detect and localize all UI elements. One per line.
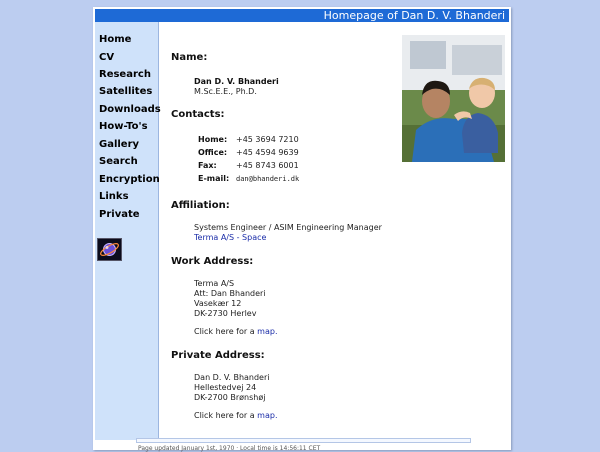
sidebar-item-satellites[interactable]: Satellites	[99, 86, 153, 97]
sidebar-item-gallery[interactable]: Gallery	[99, 139, 140, 150]
page-frame	[93, 7, 511, 450]
private-address-line1: Dan D. V. Bhanderi	[194, 373, 270, 382]
home-phone-label: Home:	[198, 135, 228, 144]
office-phone-label: Office:	[198, 148, 228, 157]
page-title: Homepage of Dan D. V. Bhanderi	[323, 9, 505, 22]
work-address-line2: Att: Dan Bhanderi	[194, 289, 266, 298]
contacts-heading: Contacts:	[171, 109, 225, 120]
page-header	[95, 9, 509, 22]
fax-value: +45 8743 6001	[236, 161, 299, 170]
sidebar-item-cv[interactable]: CV	[99, 52, 115, 63]
person-name: Dan D. V. Bhanderi	[194, 77, 279, 86]
sidebar-item-search[interactable]: Search	[99, 156, 138, 167]
work-map-line	[194, 327, 278, 337]
sidebar	[95, 22, 159, 440]
sidebar-item-downloads[interactable]: Downloads	[99, 104, 161, 115]
profile-photo	[402, 35, 505, 162]
sidebar-item-links[interactable]: Links	[99, 191, 129, 202]
work-address-line1: Terma A/S	[194, 279, 235, 288]
email-label: E-mail:	[198, 174, 230, 183]
work-map-prefix: Click here for a	[194, 327, 258, 336]
work-map-link[interactable]: map.	[257, 327, 278, 336]
sidebar-item-research[interactable]: Research	[99, 69, 151, 80]
footer-divider	[136, 438, 471, 443]
sidebar-item-private[interactable]: Private	[99, 209, 140, 220]
person-degree: M.Sc.E.E., Ph.D.	[194, 87, 257, 96]
private-address-heading: Private Address:	[171, 350, 265, 361]
work-address-line3: Vasekær 12	[194, 299, 242, 308]
work-address-heading: Work Address:	[171, 256, 254, 267]
home-phone-value: +45 3694 7210	[236, 135, 299, 144]
private-map-prefix: Click here for a	[194, 411, 258, 420]
footer-text: Page updated January 1st, 1970 · Local time is 14:56:11 CET	[138, 445, 321, 452]
affiliation-role: Systems Engineer / ASIM Engineering Manager	[194, 223, 382, 232]
affiliation-heading: Affiliation:	[171, 200, 230, 211]
office-phone-value: +45 4594 9639	[236, 148, 299, 157]
fax-label: Fax:	[198, 161, 217, 170]
sidebar-item-home[interactable]: Home	[99, 34, 132, 45]
work-address-line4: DK-2730 Herlev	[194, 309, 257, 318]
private-address-line2: Hellestedvej 24	[194, 383, 257, 392]
sidebar-item-encryption[interactable]: Encryption	[99, 174, 160, 185]
sidebar-item-how-tos[interactable]: How-To's	[99, 121, 148, 132]
main-content	[159, 22, 509, 440]
name-heading: Name:	[171, 52, 208, 63]
private-address-line3: DK-2700 Brønshøj	[194, 393, 266, 402]
terma-link[interactable]: Terma A/S - Space	[194, 233, 267, 242]
private-map-line	[194, 411, 278, 421]
orbit-logo-icon[interactable]	[97, 238, 122, 261]
private-map-link[interactable]: map.	[257, 411, 278, 420]
email-link[interactable]: dan@bhanderi.dk	[236, 175, 300, 183]
